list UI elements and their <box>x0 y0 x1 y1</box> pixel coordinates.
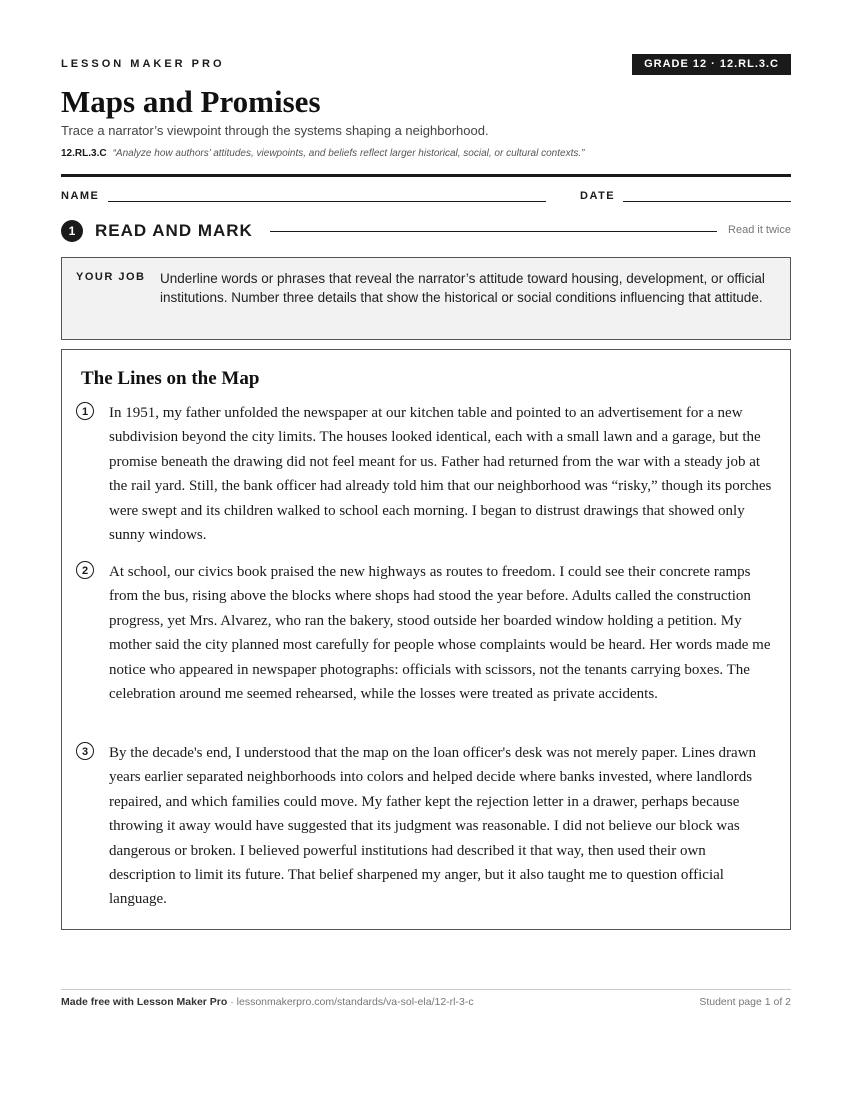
passage-paragraph <box>76 741 776 912</box>
paragraph-number: 1 <box>76 402 94 420</box>
page-subtitle: Trace a narrator’s viewpoint through the systems shaping a neighborhood. <box>61 123 489 138</box>
passage-paragraph <box>76 560 776 706</box>
date-field[interactable] <box>623 201 791 202</box>
footer-page-number: Student page 1 of 2 <box>699 996 791 1008</box>
paragraph-number: 3 <box>76 742 94 760</box>
paragraph-number: 2 <box>76 561 94 579</box>
grade-badge: GRADE 12 · 12.RL.3.C <box>632 54 791 75</box>
footer-made-with: Made free with Lesson Maker Pro <box>61 996 228 1008</box>
header-divider <box>61 174 791 177</box>
your-job-box <box>61 257 791 340</box>
name-label: NAME <box>61 190 100 202</box>
paragraph-text: In 1951, my father unfolded the newspaper at our kitchen table and pointed to an advertisement for a new subdivision beyond the city limits. The houses looked identical, each with a small lawn and a garage, but the promise beneath the drawing did not feel meant for us. Father had returned from the war with a steady job at the rail yard. Still, the bank officer had already told him that our neighborhood was “risky,” though its porches were swept and its children walked to school each morning. I began to distrust drawings that showed only sunny windows. <box>109 405 772 544</box>
section-number-badge: 1 <box>61 220 83 242</box>
your-job-instructions: Underline words or phrases that reveal the narrator’s attitude toward housing, development, or official institutions. Number three details that show the historical or social conditions influencing that attitude. <box>160 271 765 305</box>
reading-passage <box>61 349 791 930</box>
standard-line <box>61 148 584 159</box>
paragraph-text: By the decade's end, I understood that the map on the loan officer's desk was not merely paper. Lines drawn years earlier separated neighborhoods into colors and helped decide where banks invested, where landlords repaired, and which families could move. My father kept the rejection letter in a drawer, perhaps because throwing it away would have suggested that its judgment was reasonable. I did not believe our block was dangerous or broken. I believed powerful institutions had described it that way, then used their own description to limit its future. That belief sharpened my anger, but it also taught me to question official language. <box>109 745 757 908</box>
brand-name: LESSON MAKER PRO <box>61 58 225 70</box>
footer-divider <box>61 989 791 990</box>
page-title: Maps and Promises <box>61 84 321 119</box>
passage-title: The Lines on the Map <box>81 368 260 389</box>
section-title: READ AND MARK <box>95 221 253 240</box>
name-field[interactable] <box>108 201 546 202</box>
paragraph-text: At school, our civics book praised the new highways as routes to freedom. I could see their concrete ramps from the bus, rising above the blocks where shops had stood the year before. Adults called the construction progress, yet Mrs. Alvarez, who ran the bakery, stood outside her boarded window holding a petition. My mother said the city planned most carefully for people whose complaints would be heard. Her words made me notice who appeared in newspaper photographs: officials with scissors, not the tenants carrying boxes. The celebration around me seemed rehearsed, while the losses were treated as private accidents. <box>109 564 771 703</box>
your-job-label: YOUR JOB <box>76 271 146 283</box>
name-date-row <box>61 190 791 206</box>
section-rule <box>270 231 717 232</box>
section-header-read-and-mark <box>61 220 791 242</box>
standard-code: 12.RL.3.C <box>61 148 107 159</box>
date-label: DATE <box>580 190 616 202</box>
footer-credit <box>61 996 474 1008</box>
section-note: Read it twice <box>728 224 791 236</box>
footer-url[interactable]: · lessonmakerpro.com/standards/va-sol-ela/12-rl-3-c <box>230 996 474 1008</box>
passage-paragraph <box>76 401 776 547</box>
standard-text: “Analyze how authors’ attitudes, viewpoints, and beliefs reflect larger historical, social, or cultural contexts.” <box>112 148 585 159</box>
